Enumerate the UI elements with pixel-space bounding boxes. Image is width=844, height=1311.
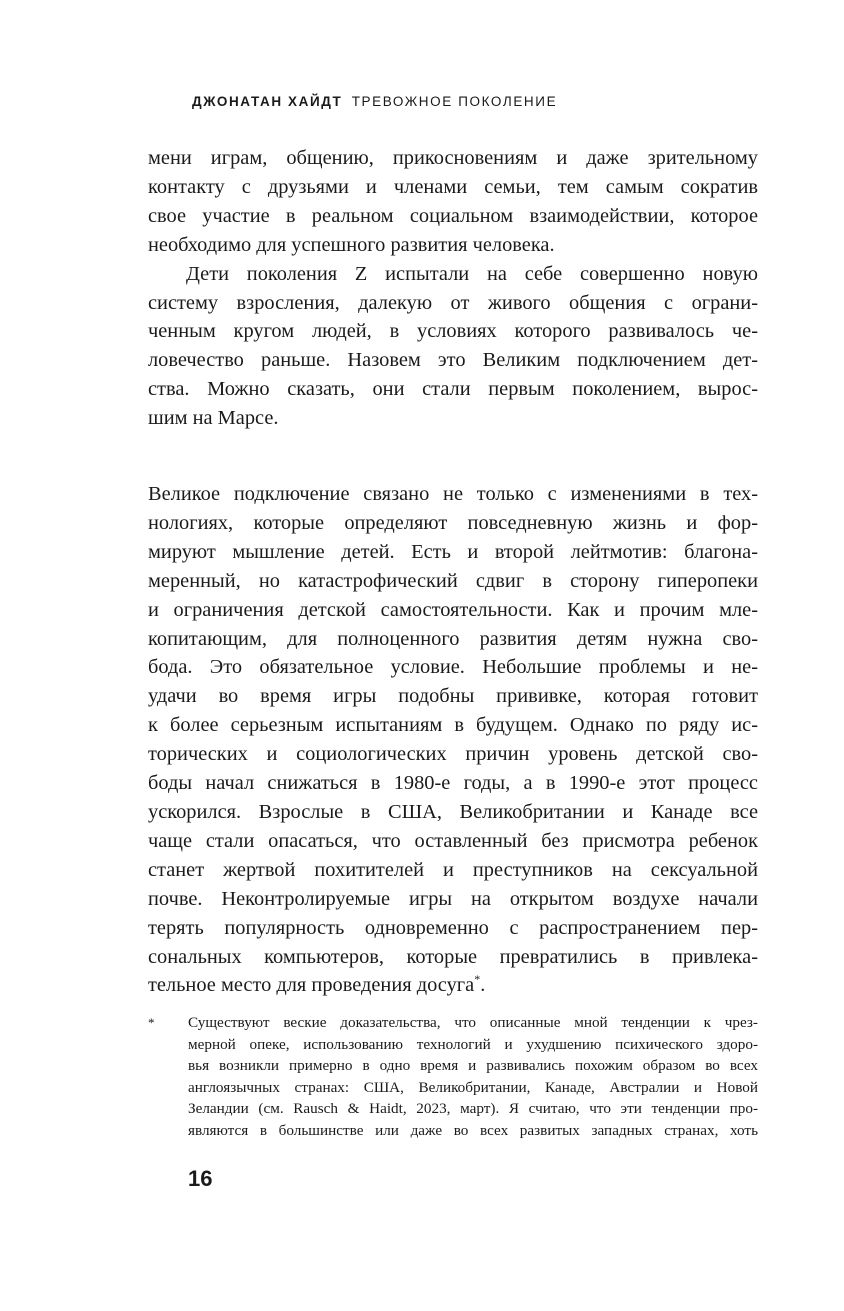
- text-line: систему взросления, далекую от живого общения с ограни-: [148, 291, 758, 314]
- text-line: удачи во время игры подобны прививке, которая готовит: [148, 685, 758, 708]
- text-line: терять популярность одновременно с распространением пер-: [148, 916, 758, 939]
- footnote-reference-mark[interactable]: *: [474, 972, 481, 987]
- main-text-top: [148, 144, 758, 433]
- text-line: контакту с друзьями и членами семьи, тем самым сократив: [148, 175, 758, 198]
- text-line: Дети поколения Z испытали на себе совершенно новую: [186, 262, 758, 285]
- footnote-body: [188, 1012, 758, 1142]
- text-line: боды начал снижаться в 1980-е годы, а в 1990-е этот процесс: [148, 772, 758, 795]
- text-line: Великое подключение связано не только с изменениями в тех-: [148, 483, 758, 505]
- text-line: торических и социологических причин уровень детской сво-: [148, 743, 758, 766]
- running-head: [192, 94, 557, 109]
- page-number: 16: [188, 1166, 213, 1191]
- footnote-line: вья возникли примерно в одно время и развивались похожим образом во всех: [188, 1057, 758, 1075]
- text-line: шим на Марсе.: [148, 407, 279, 430]
- footnote-line: англоязычных странах: США, Великобритании, Канаде, Австралии и Новой: [188, 1078, 758, 1096]
- running-head-author: ДЖОНАТАН ХАЙДТ: [192, 94, 343, 109]
- text-line: мируют мышление детей. Есть и второй лейтмотив: благона-: [148, 540, 758, 563]
- text-line-last: тельное место для проведения досуга*.: [148, 972, 486, 997]
- footnote: [148, 1012, 758, 1142]
- text-line: нологиях, которые определяют повседневную жизнь и фор-: [148, 511, 758, 534]
- text-line: свое участие в реальном социальном взаимодействии, которое: [148, 204, 758, 227]
- footnote-line: Зеландии (см. Rausch & Haidt, 2023, март). Я считаю, что эти тенденции про-: [188, 1100, 758, 1118]
- text-line: ловечество раньше. Назовем это Великим подключением дет-: [148, 349, 758, 372]
- footnote-line: являются в большинстве или даже во всех развитых западных странах, хоть: [188, 1121, 758, 1139]
- footnote-symbol: *: [148, 1015, 155, 1030]
- text-line: станет жертвой похитителей и преступников на сексуальной: [148, 858, 758, 881]
- footnote-line: Существуют веские доказательства, что описанные мной тенденции к чрез-: [188, 1014, 758, 1031]
- text-line: ченным кругом людей, в условиях которого развивалось че-: [148, 320, 758, 343]
- footnote-line: мерной опеке, использованию технологий и ухудшению психического здоро-: [188, 1035, 758, 1053]
- text-line: ускорился. Взрослые в США, Великобритании и Канаде все: [148, 800, 758, 823]
- text-line: чаще стали опасаться, что оставленный без присмотра ребенок: [148, 829, 758, 852]
- text-line: меренный, но катастрофический сдвиг в сторону гиперопеки: [148, 569, 758, 592]
- text-line: мени играм, общению, прикосновениям и даже зрительному: [148, 147, 758, 169]
- text-line: необходимо для успешного развития человека.: [148, 233, 555, 256]
- text-line: бода. Это обязательное условие. Небольшие проблемы и не-: [148, 656, 758, 679]
- main-text-bottom: [148, 480, 758, 1000]
- text-line: ства. Можно сказать, они стали первым поколением, вырос-: [148, 378, 758, 401]
- text-line: копитающим, для полноценного развития детям нужна сво-: [148, 627, 758, 650]
- running-head-book-title: ТРЕВОЖНОЕ ПОКОЛЕНИЕ: [351, 94, 558, 109]
- text-line: и ограничения детской самостоятельности. Как и прочим мле-: [148, 598, 758, 621]
- text-line: к более серьезным испытаниям в будущем. Однако по ряду ис-: [148, 714, 758, 737]
- text-line: сональных компьютеров, которые превратились в привлека-: [148, 945, 758, 968]
- text-line-content: тельное место для проведения досуга: [148, 974, 475, 997]
- text-line: почве. Неконтролируемые игры на открытом воздухе начали: [148, 887, 758, 910]
